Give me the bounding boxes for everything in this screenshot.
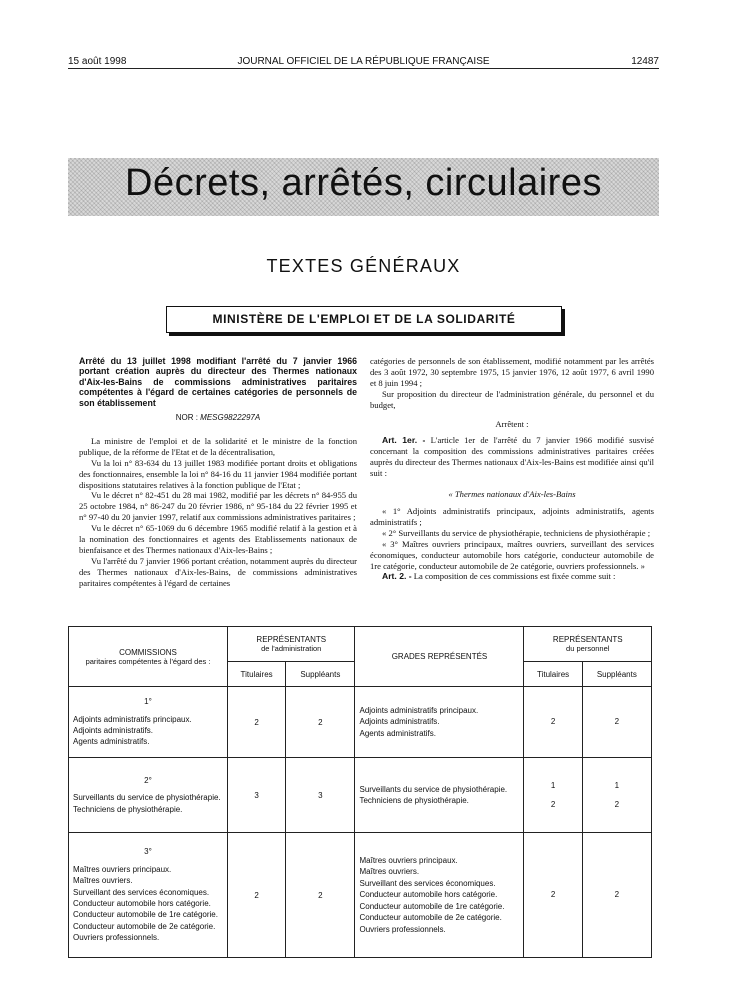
grade-item: Surveillant des services économiques. (359, 878, 496, 888)
header-personnel-sub: du personnel (566, 644, 610, 653)
grade-item: Adjoints administratifs. (359, 717, 440, 727)
row-number: 1° (144, 697, 152, 707)
nor-value: MESG9822297A (200, 413, 261, 423)
grade-item: Surveillants du service de physiothérapie. (359, 784, 508, 794)
cell-perso-suppleants (582, 833, 651, 958)
cell-commissions (69, 758, 228, 833)
commission-item: Adjoints administratifs principaux. (73, 714, 192, 724)
header-commissions-sub: paritaires compétentes à l'égard des : (85, 656, 211, 666)
header-commissions (69, 627, 228, 687)
value: 2 (614, 890, 620, 900)
grade-item: Agents administratifs. (359, 728, 436, 738)
cell-admin-titulaires: 2 (228, 833, 286, 958)
cell-perso-titulaires (524, 687, 582, 758)
left-column (79, 356, 357, 589)
value: 1 (614, 780, 620, 790)
cell-grades (355, 687, 524, 758)
value: 2 (614, 800, 620, 809)
row-number: 2° (144, 775, 152, 785)
paragraph: Vu l'arrêté du 7 janvier 1966 portant création, notamment auprès du directeur des Thermes nationaux d'Aix-les-Bains, de commissions administratives paritaires compétentes à l'égard de certaines (79, 555, 357, 588)
header-date: 15 août 1998 (68, 56, 127, 67)
header-admin-label: REPRÉSENTANTS (256, 635, 327, 644)
article-1-label: Art. 1er. - (382, 435, 426, 446)
section-title: TEXTES GÉNÉRAUX (266, 256, 461, 276)
article-2-text: La composition de ces commissions est fixée comme suit : (413, 571, 616, 582)
header-grades: GRADES REPRÉSENTÉS (355, 627, 524, 687)
journal-title: JOURNAL OFFICIEL DE LA RÉPUBLIQUE FRANÇAISE (237, 56, 490, 67)
header-admin (228, 627, 355, 662)
grade-item: Conducteur automobile de 1re catégorie. (359, 901, 505, 911)
cell-commissions (69, 833, 228, 958)
value: 2 (550, 800, 556, 809)
commission-item: Techniciens de physiothérapie. (73, 804, 183, 814)
cell-perso-suppleants (582, 758, 651, 833)
table-row (69, 758, 652, 833)
list-item: « 3° Maîtres ouvriers principaux, maîtres ouvriers, surveillant des services économiques, conducteur automobile hors catégorie, conducteur automobile de 1re catégorie, conducteur automobile de 2e catégorie, ouvriers professionnels. » (370, 538, 654, 571)
banner-title: Décrets, arrêtés, circulaires (125, 162, 602, 204)
table-row (69, 833, 652, 958)
value: 2 (550, 717, 556, 727)
page-number: 12487 (631, 56, 659, 67)
commission-item: Adjoints administratifs. (73, 726, 154, 735)
right-column (370, 356, 654, 582)
header-admin-titulaires: Titulaires (228, 662, 286, 687)
header-perso-titulaires: Titulaires (524, 662, 582, 687)
list-item: « 1° Adjoints administratifs principaux, adjoints administratifs, agents administratifs ; (370, 505, 654, 527)
header-rule (68, 68, 659, 69)
grade-item: Maîtres ouvriers principaux. (359, 856, 458, 866)
grade-item: Maîtres ouvriers. (359, 867, 420, 877)
header-personnel (524, 627, 652, 662)
header-personnel-label: REPRÉSENTANTS (552, 635, 623, 644)
grade-item: Techniciens de physiothérapie. (359, 796, 469, 805)
cell-commissions (69, 687, 228, 758)
cell-grades (355, 758, 524, 833)
paragraph: Vu la loi n° 83-634 du 13 juillet 1983 modifiée portant droits et obligations des fonctionnaires, ensemble la loi n° 84-16 du 11 janvier 1984 modifiée portant dispositions statutaires relatives à la fonction publique de l'Etat ; (79, 457, 357, 490)
row-number: 3° (144, 847, 152, 857)
composition-table (68, 626, 652, 958)
decree-title: Arrêté du 13 juillet 1998 modifiant l'arrêté du 7 janvier 1966 portant création auprès du directeur des Thermes nationaux d'Aix-les-Bains de commissions administratives paritaires compétentes à l'égard de certaines catégories de personnels de son établissement (79, 356, 357, 408)
article-2-label: Art. 2. - (382, 571, 412, 582)
paragraph: La ministre de l'emploi et de la solidarité et le ministre de la fonction publique, de la réforme de l'Etat et de la décentralisation, (79, 435, 357, 457)
commission-item: Conducteur automobile de 2e catégorie. (73, 921, 216, 931)
paragraph: Vu le décret n° 65-1069 du 6 décembre 1965 modifié relatif à la gestion et à la nomination des fonctionnaires et agents des Etablissements nationaux de bienfaisance et des Thermes nationaux d'Aix-les-Bains ; (79, 523, 357, 555)
cell-admin-suppleants: 2 (286, 833, 355, 958)
commission-item: Surveillants du service de physiothérapie. (73, 793, 221, 803)
value: 2 (614, 717, 620, 727)
commission-item: Maîtres ouvriers. (73, 876, 133, 886)
grade-item: Ouvriers professionnels. (359, 924, 446, 934)
value: 2 (550, 890, 556, 900)
paragraph: catégories de personnels de son établissement, modifié notamment par les arrêtés des 3 août 1972, 30 septembre 1975, 15 janvier 1976, 12 août 1977, 6 avril 1990 et 8 juin 1994 ; (370, 356, 654, 388)
commission-item: Conducteur automobile hors catégorie. (73, 899, 211, 908)
header-perso-suppleants: Suppléants (582, 662, 651, 687)
cell-admin-titulaires: 2 (228, 687, 286, 758)
grade-item: Conducteur automobile de 2e catégorie. (359, 913, 502, 923)
cell-grades (355, 833, 524, 958)
article-2 (370, 571, 654, 582)
nor-label: NOR : (175, 413, 199, 423)
article-1 (370, 435, 654, 479)
arretent-label: Arrêtent : (495, 418, 529, 429)
cell-perso-titulaires (524, 833, 582, 958)
value: 1 (550, 780, 556, 790)
header-commissions-label: COMMISSIONS (119, 647, 177, 657)
cell-admin-suppleants: 2 (286, 687, 355, 758)
ministry-title: MINISTÈRE DE L'EMPLOI ET DE LA SOLIDARITÉ (166, 306, 562, 333)
nor-line (79, 412, 357, 424)
table-row (69, 687, 652, 758)
commission-item: Conducteur automobile de 1re catégorie. (73, 910, 218, 920)
paragraph: Vu le décret n° 82-451 du 28 mai 1982, modifié par les décrets n° 84-955 du 25 octobre 1984, n° 86-247 du 20 février 1986, n° 95-184 du 22 février 1995 et n° 97-40 du 20 janvier 1997, relatif aux commissions administratives paritaires ; (79, 490, 357, 523)
article-1-text: L'article 1er de l'arrêté du 7 janvier 1966 modifié susvisé concernant la composition des commissions administratives paritaires créées auprès du directeur des Thermes nationaux d'Aix-les-Bains est modifiée ainsi qu'il suit : (370, 435, 654, 479)
header-admin-sub: de l'administration (261, 644, 322, 653)
subheading: « Thermes nationaux d'Aix-les-Bains (448, 489, 576, 500)
cell-admin-titulaires: 3 (228, 758, 286, 833)
grade-item: Adjoints administratifs principaux. (359, 705, 479, 715)
commission-item: Maîtres ouvriers principaux. (73, 864, 172, 874)
list-item: « 2° Surveillants du service de physiothérapie, techniciens de physiothérapie ; (382, 527, 651, 538)
grade-item: Conducteur automobile hors catégorie. (359, 890, 498, 900)
cell-perso-suppleants (582, 687, 651, 758)
table-header-row (69, 627, 652, 662)
paragraph: Sur proposition du directeur de l'administration générale, du personnel et du budget, (370, 388, 654, 410)
header-admin-suppleants: Suppléants (286, 662, 355, 687)
cell-admin-suppleants: 3 (286, 758, 355, 833)
cell-perso-titulaires (524, 758, 582, 833)
commission-item: Ouvriers professionnels. (73, 933, 160, 943)
commission-item: Agents administratifs. (73, 737, 150, 747)
commission-item: Surveillant des services économiques. (73, 887, 210, 897)
